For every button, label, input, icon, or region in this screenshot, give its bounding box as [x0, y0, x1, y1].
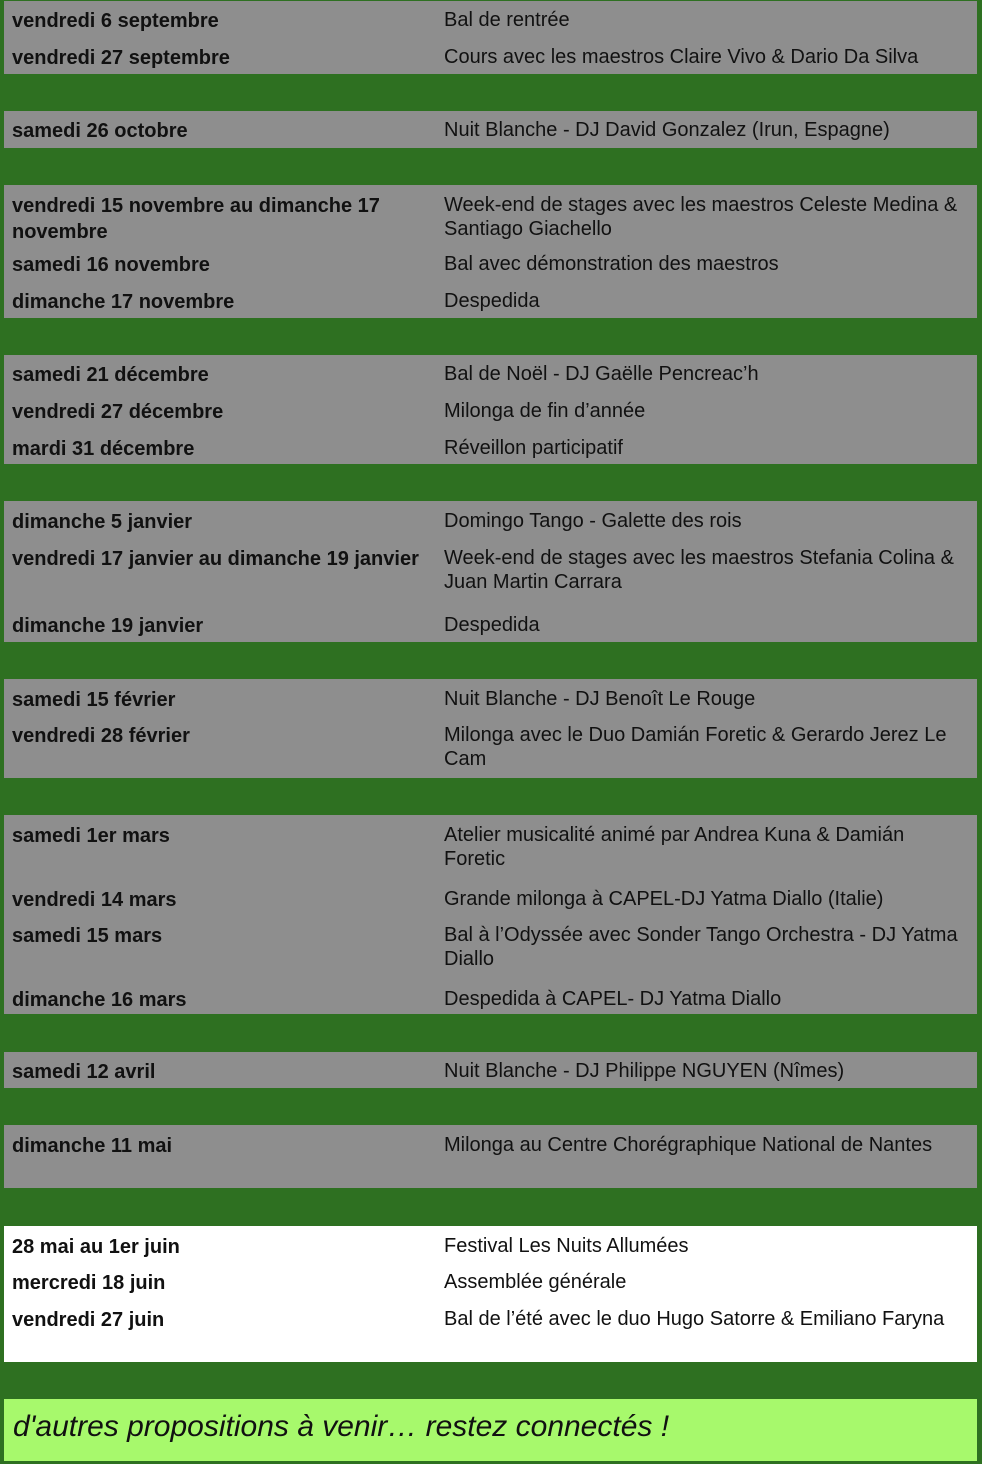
event-title: Bal de l’été avec le duo Hugo Satorre & Emiliano Faryna: [444, 1308, 945, 1330]
event-title: Réveillon participatif: [444, 437, 623, 459]
event-date: vendredi 17 janvier au dimanche 19 janvier: [12, 548, 419, 570]
block-december: [4, 355, 977, 464]
block-october: [4, 111, 977, 148]
event-title: Bal avec démonstration des maestros: [444, 253, 779, 275]
event-date: samedi 15 février: [12, 689, 176, 711]
event-date: dimanche 17 novembre: [12, 291, 235, 313]
event-date: 28 mai au 1er juin: [12, 1236, 180, 1258]
event-title: Week-end de stages avec les maestros Stefania Colina & Juan Martin Carrara: [444, 547, 954, 593]
event-title: Despedida: [444, 614, 540, 636]
event-date: vendredi 27 décembre: [12, 401, 224, 423]
event-date: samedi 21 décembre: [12, 364, 209, 386]
event-title: Nuit Blanche - DJ Philippe NGUYEN (Nîmes): [444, 1060, 845, 1082]
event-title: Bal de rentrée: [444, 9, 570, 31]
footer-text: d'autres propositions à venir… restez connectés !: [13, 1410, 670, 1443]
event-title: Assemblée générale: [444, 1271, 627, 1293]
event-title: Nuit Blanche - DJ Benoît Le Rouge: [444, 688, 756, 710]
block-february: [4, 679, 977, 778]
event-title: Milonga avec le Duo Damián Foretic & Gerardo Jerez Le Cam: [444, 724, 947, 770]
event-title: Grande milonga à CAPEL-DJ Yatma Diallo (Italie): [444, 888, 884, 910]
block-march: [4, 815, 977, 1014]
event-title: Milonga au Centre Chorégraphique National de Nantes: [444, 1134, 933, 1156]
event-title: Week-end de stages avec les maestros Celeste Medina & Santiago Giachello: [444, 194, 958, 240]
event-title: Bal de Noël - DJ Gaëlle Pencreac’h: [444, 363, 759, 385]
event-title: Nuit Blanche - DJ David Gonzalez (Irun, Espagne): [444, 119, 890, 141]
event-date: samedi 16 novembre: [12, 254, 210, 276]
event-date: dimanche 19 janvier: [12, 615, 204, 637]
event-title: Domingo Tango - Galette des rois: [444, 510, 742, 532]
event-title: Milonga de fin d’année: [444, 400, 646, 422]
event-title: Despedida: [444, 290, 540, 312]
event-date: vendredi 14 mars: [12, 889, 177, 911]
event-title: Festival Les Nuits Allumées: [444, 1235, 689, 1257]
block-november: [4, 185, 977, 318]
event-date: dimanche 11 mai: [12, 1135, 173, 1157]
block-january: [4, 501, 977, 642]
event-date: vendredi 27 septembre: [12, 47, 230, 69]
event-title: Atelier musicalité animé par Andrea Kuna & Damián Foretic: [444, 824, 905, 870]
event-date: samedi 12 avril: [12, 1061, 156, 1083]
event-date: samedi 15 mars: [12, 925, 163, 947]
footer-banner: [4, 1399, 977, 1461]
event-title: Bal à l’Odyssée avec Sonder Tango Orchestra - DJ Yatma Diallo: [444, 924, 958, 970]
event-date: vendredi 28 février: [12, 725, 190, 747]
event-date: samedi 1er mars: [12, 825, 170, 847]
block-september: [4, 1, 977, 74]
event-date: mardi 31 décembre: [12, 438, 195, 460]
block-may: [4, 1125, 977, 1188]
event-title: Despedida à CAPEL- DJ Yatma Diallo: [444, 988, 782, 1010]
event-date: vendredi 27 juin: [12, 1309, 165, 1331]
event-title: Cours avec les maestros Claire Vivo & Dario Da Silva: [444, 46, 919, 68]
event-date: vendredi 6 septembre: [12, 10, 219, 32]
event-date: mercredi 18 juin: [12, 1272, 166, 1294]
event-date: samedi 26 octobre: [12, 120, 188, 142]
event-date: dimanche 16 mars: [12, 989, 187, 1011]
block-june: [4, 1226, 977, 1362]
event-date: dimanche 5 janvier: [12, 511, 193, 533]
block-april: [4, 1052, 977, 1088]
event-date: vendredi 15 novembre au dimanche 17 novembre: [12, 195, 380, 243]
